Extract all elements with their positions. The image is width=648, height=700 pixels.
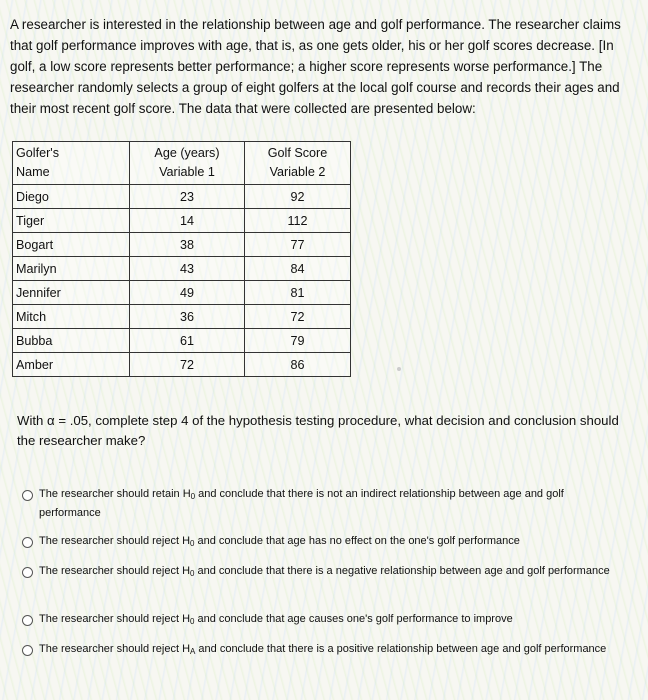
cell-age: 43 — [130, 257, 245, 281]
table-row — [13, 209, 351, 233]
radio-button[interactable] — [22, 490, 33, 501]
header-age: Age (years) Variable 1 — [130, 142, 245, 185]
decorative-dot — [397, 367, 401, 371]
table-row — [13, 185, 351, 209]
cell-name: Bubba — [13, 329, 130, 353]
cell-name: Diego — [13, 185, 130, 209]
answer-option[interactable] — [22, 641, 612, 660]
cell-name: Tiger — [13, 209, 130, 233]
answer-option[interactable] — [22, 486, 612, 522]
table-header-row — [13, 142, 351, 185]
table-row — [13, 353, 351, 377]
radio-button[interactable] — [22, 645, 33, 656]
cell-score: 112 — [244, 209, 350, 233]
cell-name: Amber — [13, 353, 130, 377]
cell-score: 81 — [244, 281, 350, 305]
cell-score: 86 — [244, 353, 350, 377]
answer-option-label: The researcher should reject $H_0$ and conclude that age has no effect on the one's golf performance — [39, 535, 520, 548]
answer-option-label: The researcher should reject $H_A$ and conclude that there is a positive relationship between age and golf performance — [39, 643, 607, 656]
cell-score: 92 — [244, 185, 350, 209]
cell-name: Mitch — [13, 305, 130, 329]
table-row — [13, 329, 351, 353]
table-row — [13, 257, 351, 281]
cell-age: 61 — [130, 329, 245, 353]
header-golf-score: Golf Score Variable 2 — [244, 142, 350, 185]
table-row — [13, 281, 351, 305]
cell-age: 23 — [130, 185, 245, 209]
radio-button[interactable] — [22, 537, 33, 548]
answer-option-label: The researcher should reject $H_0$ and conclude that there is a negative relationship between age and golf performance — [39, 565, 610, 578]
header-golfer-name: Golfer's Name — [13, 142, 130, 185]
question-text: With α = .05, complete step 4 of the hypothesis testing procedure, what decision and conclusion should the researcher make? — [17, 413, 619, 448]
answer-option[interactable] — [22, 563, 612, 582]
cell-age: 14 — [130, 209, 245, 233]
cell-age: 38 — [130, 233, 245, 257]
answer-option[interactable] — [22, 611, 612, 630]
table-row — [13, 305, 351, 329]
cell-score: 79 — [244, 329, 350, 353]
cell-age: 72 — [130, 353, 245, 377]
answer-option[interactable] — [22, 533, 612, 552]
cell-name: Bogart — [13, 233, 130, 257]
cell-score: 72 — [244, 305, 350, 329]
problem-statement: A researcher is interested in the relationship between age and golf performance. The researcher claims that golf performance improves with age, that is, as one gets older, his or her golf scores decrease. [In golf, a low score represents better performance; a higher score represents worse performance.] The researcher randomly selects a group of eight golfers at the local golf course and records their ages and their most recent golf score. The data that were collected are presented below: — [10, 17, 621, 116]
cell-name: Jennifer — [13, 281, 130, 305]
cell-score: 84 — [244, 257, 350, 281]
radio-button[interactable] — [22, 567, 33, 578]
cell-name: Marilyn — [13, 257, 130, 281]
radio-button[interactable] — [22, 615, 33, 626]
answer-option-label: The researcher should retain $H_0$ and conclude that there is not an indirect relationship between age and golf performance — [39, 488, 564, 519]
cell-age: 49 — [130, 281, 245, 305]
cell-age: 36 — [130, 305, 245, 329]
cell-score: 77 — [244, 233, 350, 257]
answer-option-label: The researcher should reject $H_0$ and conclude that age causes one's golf performance to improve — [39, 613, 513, 626]
table-row — [13, 233, 351, 257]
data-table — [12, 141, 351, 377]
